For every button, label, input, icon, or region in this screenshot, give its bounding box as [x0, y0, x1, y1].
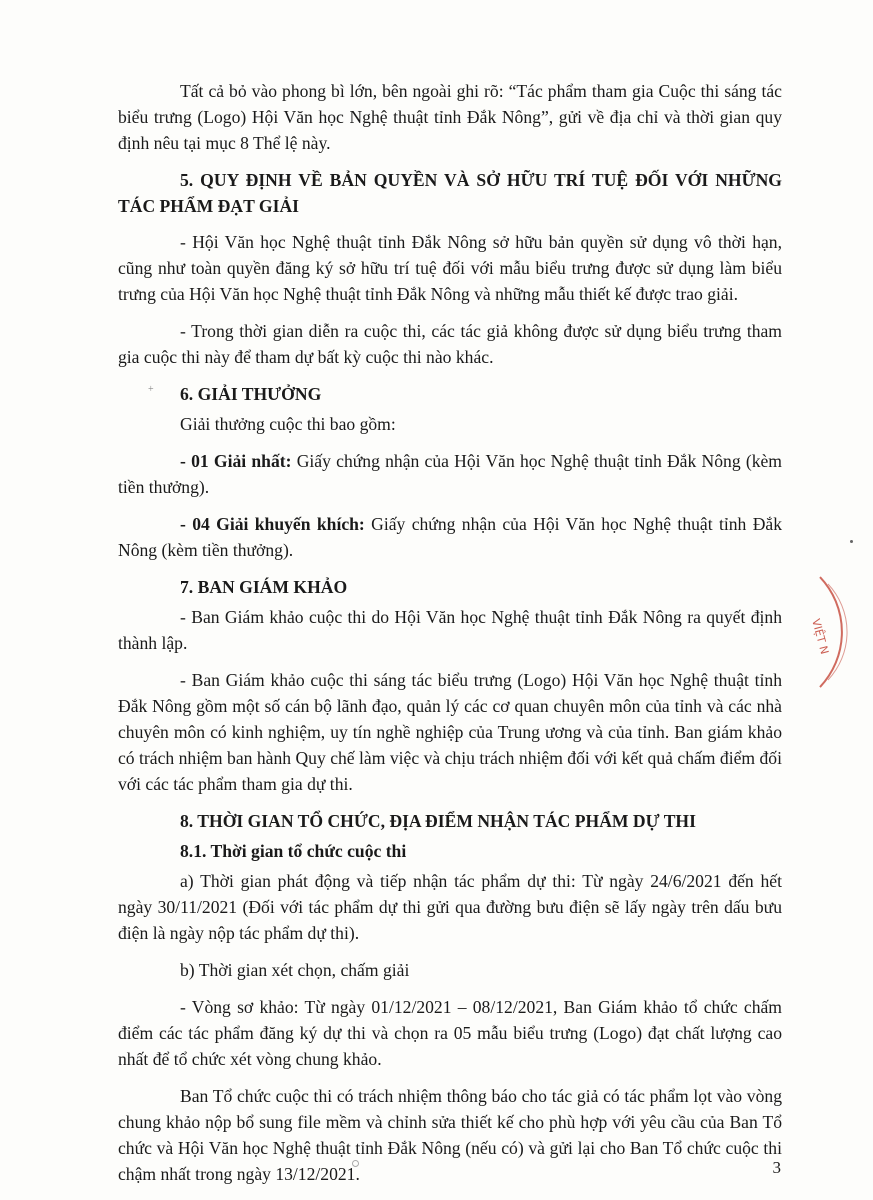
prize-encouragement [118, 511, 782, 563]
scan-mark: + [148, 384, 154, 395]
section-7-paragraph-1: - Ban Giám khảo cuộc thi do Hội Văn học Nghệ thuật tỉnh Đắk Nông ra quyết định thành lập. [118, 607, 782, 653]
section-8-heading: 8. THỜI GIAN TỔ CHỨC, ĐỊA ĐIỂM NHẬN TÁC PHẨM DỰ THI [180, 811, 696, 831]
prize-first-text: Giấy chứng nhận của Hội Văn học Nghệ thuật tỉnh Đắk Nông (kèm tiền thưởng). [118, 451, 782, 497]
section-7-heading: 7. BAN GIÁM KHẢO [180, 577, 348, 597]
prize-first [118, 448, 782, 500]
prize-first-label: - 01 Giải nhất: [180, 451, 292, 471]
section-8-paragraph-a: a) Thời gian phát động và tiếp nhận tác phẩm dự thi: Từ ngày 24/6/2021 đến hết ngày 30/11/2021 (Đối với tác phẩm dự thi gửi qua đường bưu điện sẽ lấy ngày trên dấu bưu điện là ngày nộp tác phẩm dự thi). [118, 871, 782, 943]
section-8-round-1: - Vòng sơ khảo: Từ ngày 01/12/2021 – 08/12/2021, Ban Giám khảo tổ chức chấm điểm các tác phẩm đăng ký dự thi và chọn ra 05 mẫu biểu trưng (Logo) đạt chất lượng cao nhất để tổ chức xét vòng chung khảo. [118, 997, 782, 1069]
scan-dot [850, 540, 853, 543]
section-7-paragraph-2: - Ban Giám khảo cuộc thi sáng tác biểu trưng (Logo) Hội Văn học Nghệ thuật tỉnh Đắk Nông gồm một số cán bộ lãnh đạo, quản lý các cơ quan chuyên môn của tỉnh và các nhà chuyên môn có kinh nghiệm, uy tín nghề nghiệp của Trung ương và của tỉnh. Ban giám khảo có trách nhiệm ban hành Quy chế làm việc và chịu trách nhiệm đối với kết quả chấm điểm đối với các tác phẩm tham gia dự thi. [118, 670, 782, 794]
section-8-notice: Ban Tổ chức cuộc thi có trách nhiệm thông báo cho tác giả có tác phẩm lọt vào vòng chung khảo nộp bổ sung file mềm và chỉnh sửa thiết kế cho phù hợp với yêu cầu của Ban Tổ chức và Hội Văn học Nghệ thuật tỉnh Đắk Nông (nếu có) và gửi lại cho Ban Tổ chức cuộc thi chậm nhất trong ngày 13/12/2021. [118, 1086, 782, 1184]
section-6-heading: 6. GIẢI THƯỞNG [180, 384, 322, 404]
page-number: 3 [772, 1158, 781, 1177]
stamp-text: VIỆT N [809, 617, 832, 656]
section-6-intro: Giải thưởng cuộc thi bao gồm: [180, 414, 396, 434]
intro-paragraph: Tất cả bỏ vào phong bì lớn, bên ngoài ghi rõ: “Tác phẩm tham gia Cuộc thi sáng tác biểu trưng (Logo) Hội Văn học Nghệ thuật tỉnh Đắk Nông”, gửi về địa chỉ và thời gian quy định nêu tại mục 8 Thể lệ này. [118, 81, 782, 153]
red-seal-stamp [800, 572, 873, 692]
section-5-heading: 5. QUY ĐỊNH VỀ BẢN QUYỀN VÀ SỞ HỮU TRÍ TUỆ ĐỐI VỚI NHỮNG TÁC PHẨM ĐẠT GIẢI [118, 170, 782, 216]
section-5-paragraph-2: - Trong thời gian diễn ra cuộc thi, các tác giả không được sử dụng biểu trưng tham gia cuộc thi này để tham dự bất kỳ cuộc thi nào khác. [118, 321, 782, 367]
scan-dot [352, 1160, 359, 1167]
section-8-paragraph-b: b) Thời gian xét chọn, chấm giải [180, 960, 410, 980]
prize-encouragement-label: - 04 Giải khuyến khích: [180, 514, 365, 534]
prize-encouragement-text: Giấy chứng nhận của Hội Văn học Nghệ thuật tỉnh Đắk Nông (kèm tiền thưởng). [118, 514, 783, 560]
section-5-paragraph-1: - Hội Văn học Nghệ thuật tỉnh Đắk Nông sở hữu bản quyền sử dụng vô thời hạn, cũng như toàn quyền đăng ký sở hữu trí tuệ đối với mẫu biểu trưng được sử dụng làm biểu trưng của Hội Văn học Nghệ thuật tỉnh Đắk Nông và những mẫu thiết kế được trao giải. [118, 232, 782, 304]
document-body [118, 78, 782, 1198]
section-8-1-heading: 8.1. Thời gian tổ chức cuộc thi [180, 841, 407, 861]
